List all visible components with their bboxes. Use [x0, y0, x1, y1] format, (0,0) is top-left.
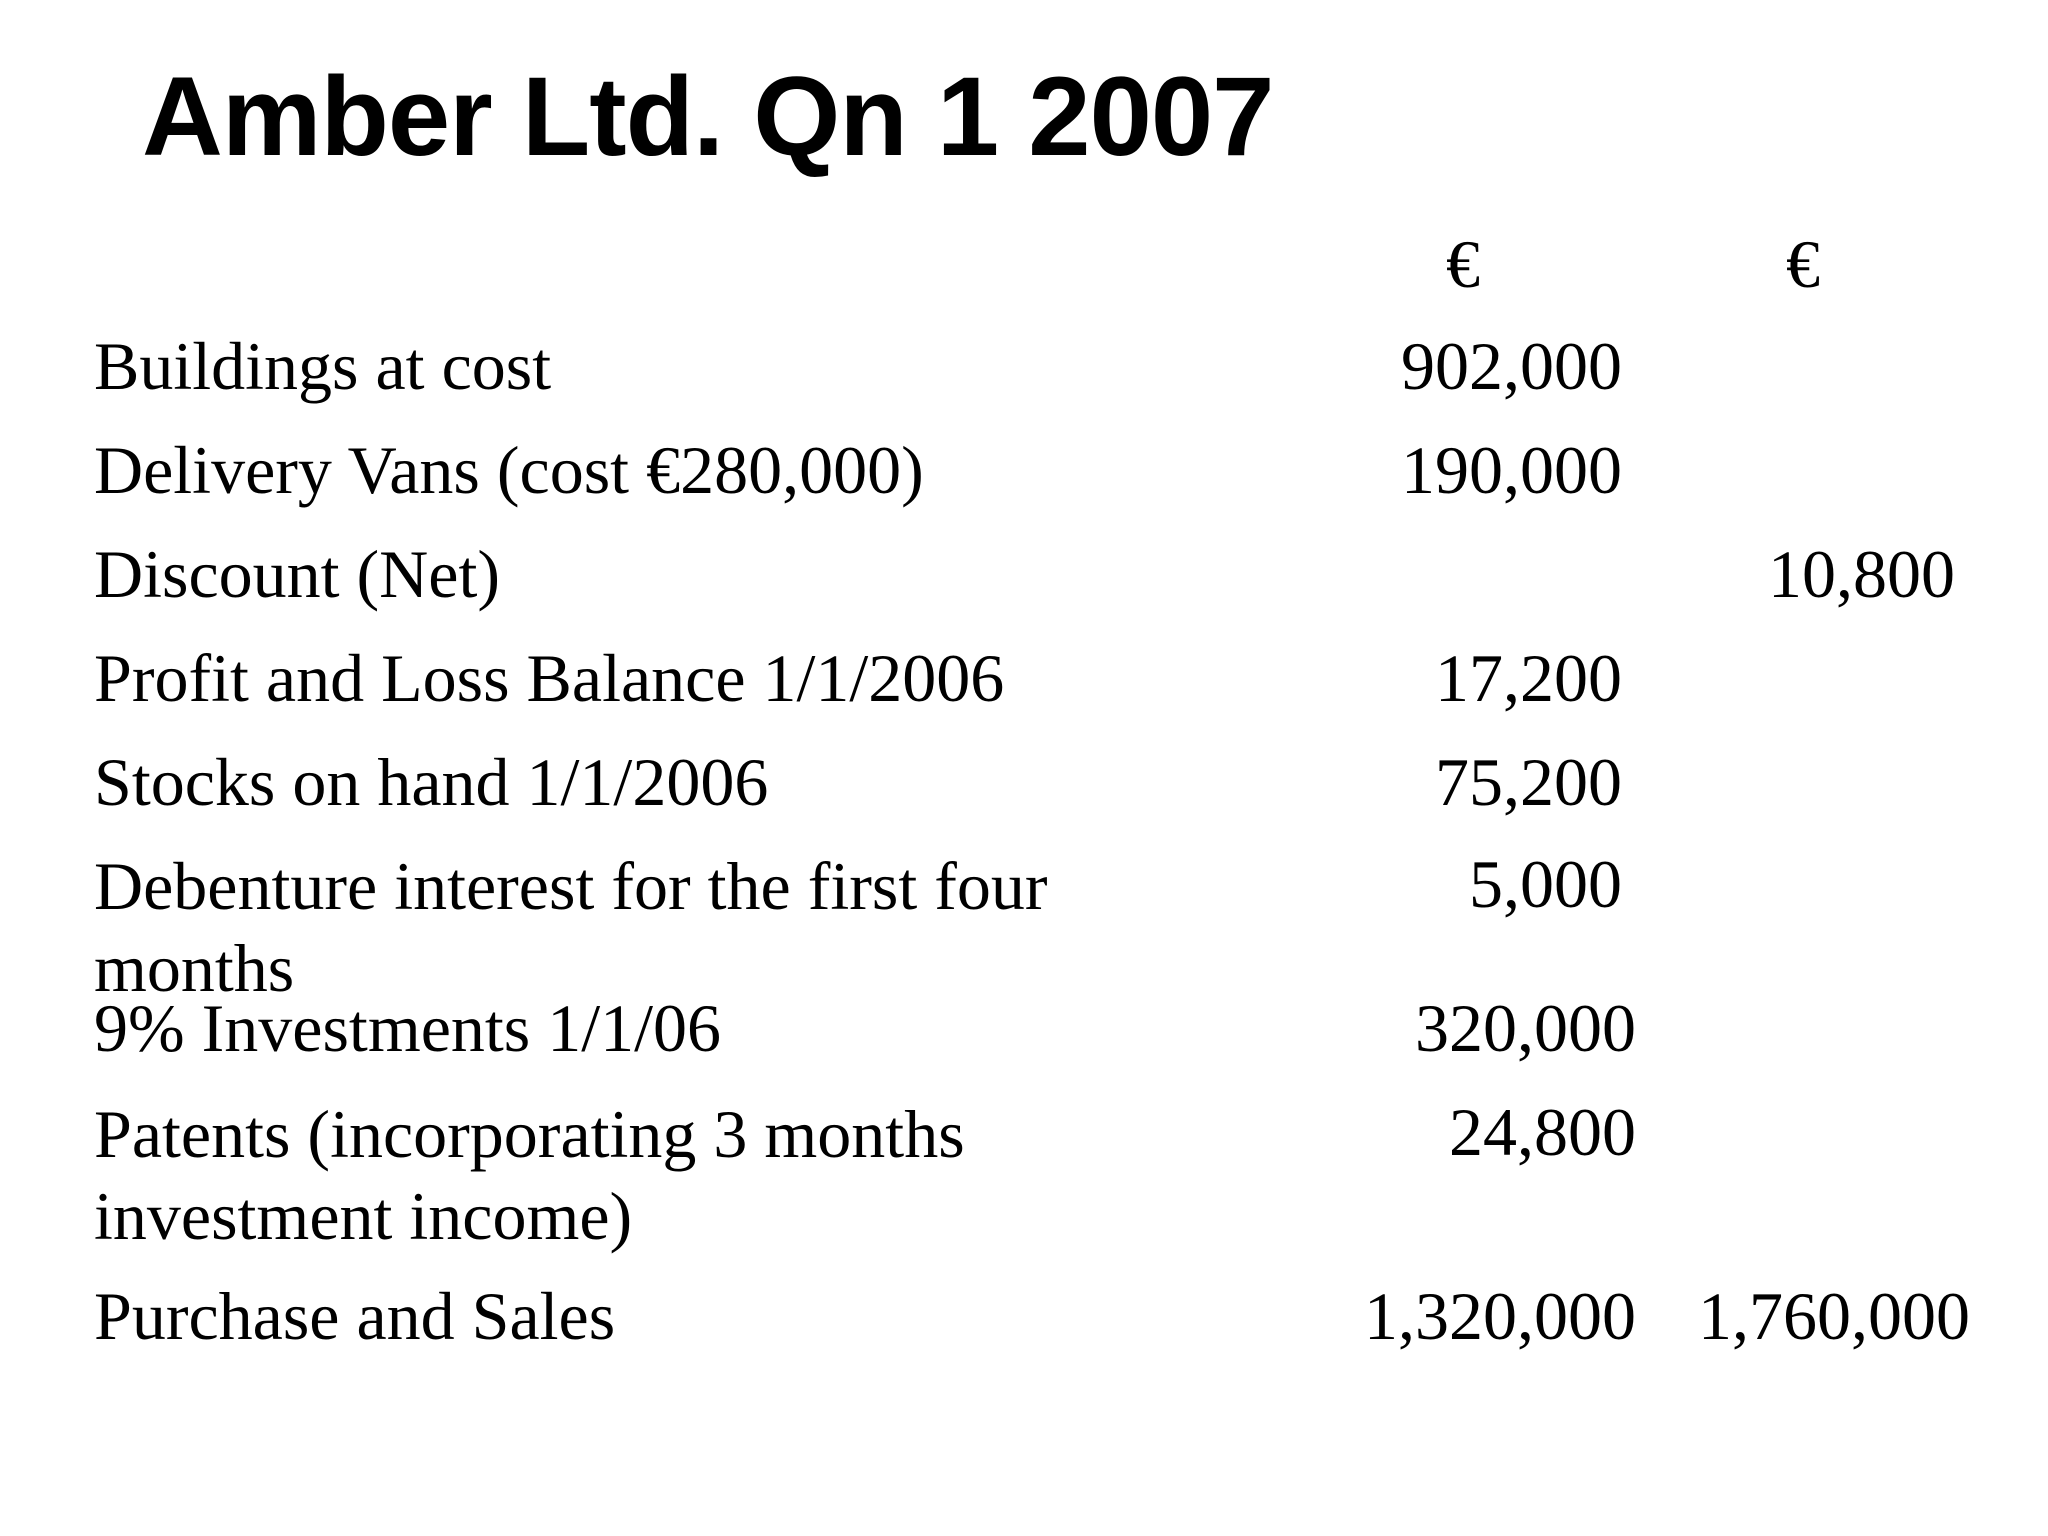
- row-label-discount: Discount (Net): [94, 536, 501, 612]
- row-debit-purchase-sales: 1,320,000: [1364, 1278, 1636, 1354]
- row-debit-investments: 320,000: [1415, 990, 1636, 1066]
- row-label-delivery-vans: Delivery Vans (cost €280,000): [94, 432, 924, 508]
- row-debit-profit-loss: 17,200: [1435, 640, 1622, 716]
- row-label-patents: Patents (incorporating 3 months investment income): [94, 1096, 965, 1254]
- page-title: Amber Ltd. Qn 1 2007: [142, 54, 1274, 179]
- row-debit-debenture-interest: 5,000: [1469, 846, 1622, 922]
- credit-currency-header: €: [1786, 226, 1820, 302]
- row-label-purchase-sales: Purchase and Sales: [94, 1278, 616, 1354]
- row-debit-patents: 24,800: [1449, 1094, 1636, 1170]
- row-label-debenture-interest: Debenture interest for the first four months: [94, 848, 1048, 1006]
- row-label-stocks: Stocks on hand 1/1/2006: [94, 744, 769, 820]
- row-credit-discount: 10,800: [1768, 536, 1955, 612]
- row-debit-stocks: 75,200: [1435, 744, 1622, 820]
- row-label-investments: 9% Investments 1/1/06: [94, 990, 722, 1066]
- row-label-profit-loss: Profit and Loss Balance 1/1/2006: [94, 640, 1005, 716]
- row-debit-delivery-vans: 190,000: [1401, 432, 1622, 508]
- row-label-buildings: Buildings at cost: [94, 328, 552, 404]
- row-credit-purchase-sales: 1,760,000: [1698, 1278, 1970, 1354]
- debit-currency-header: €: [1446, 226, 1480, 302]
- row-debit-buildings: 902,000: [1401, 328, 1622, 404]
